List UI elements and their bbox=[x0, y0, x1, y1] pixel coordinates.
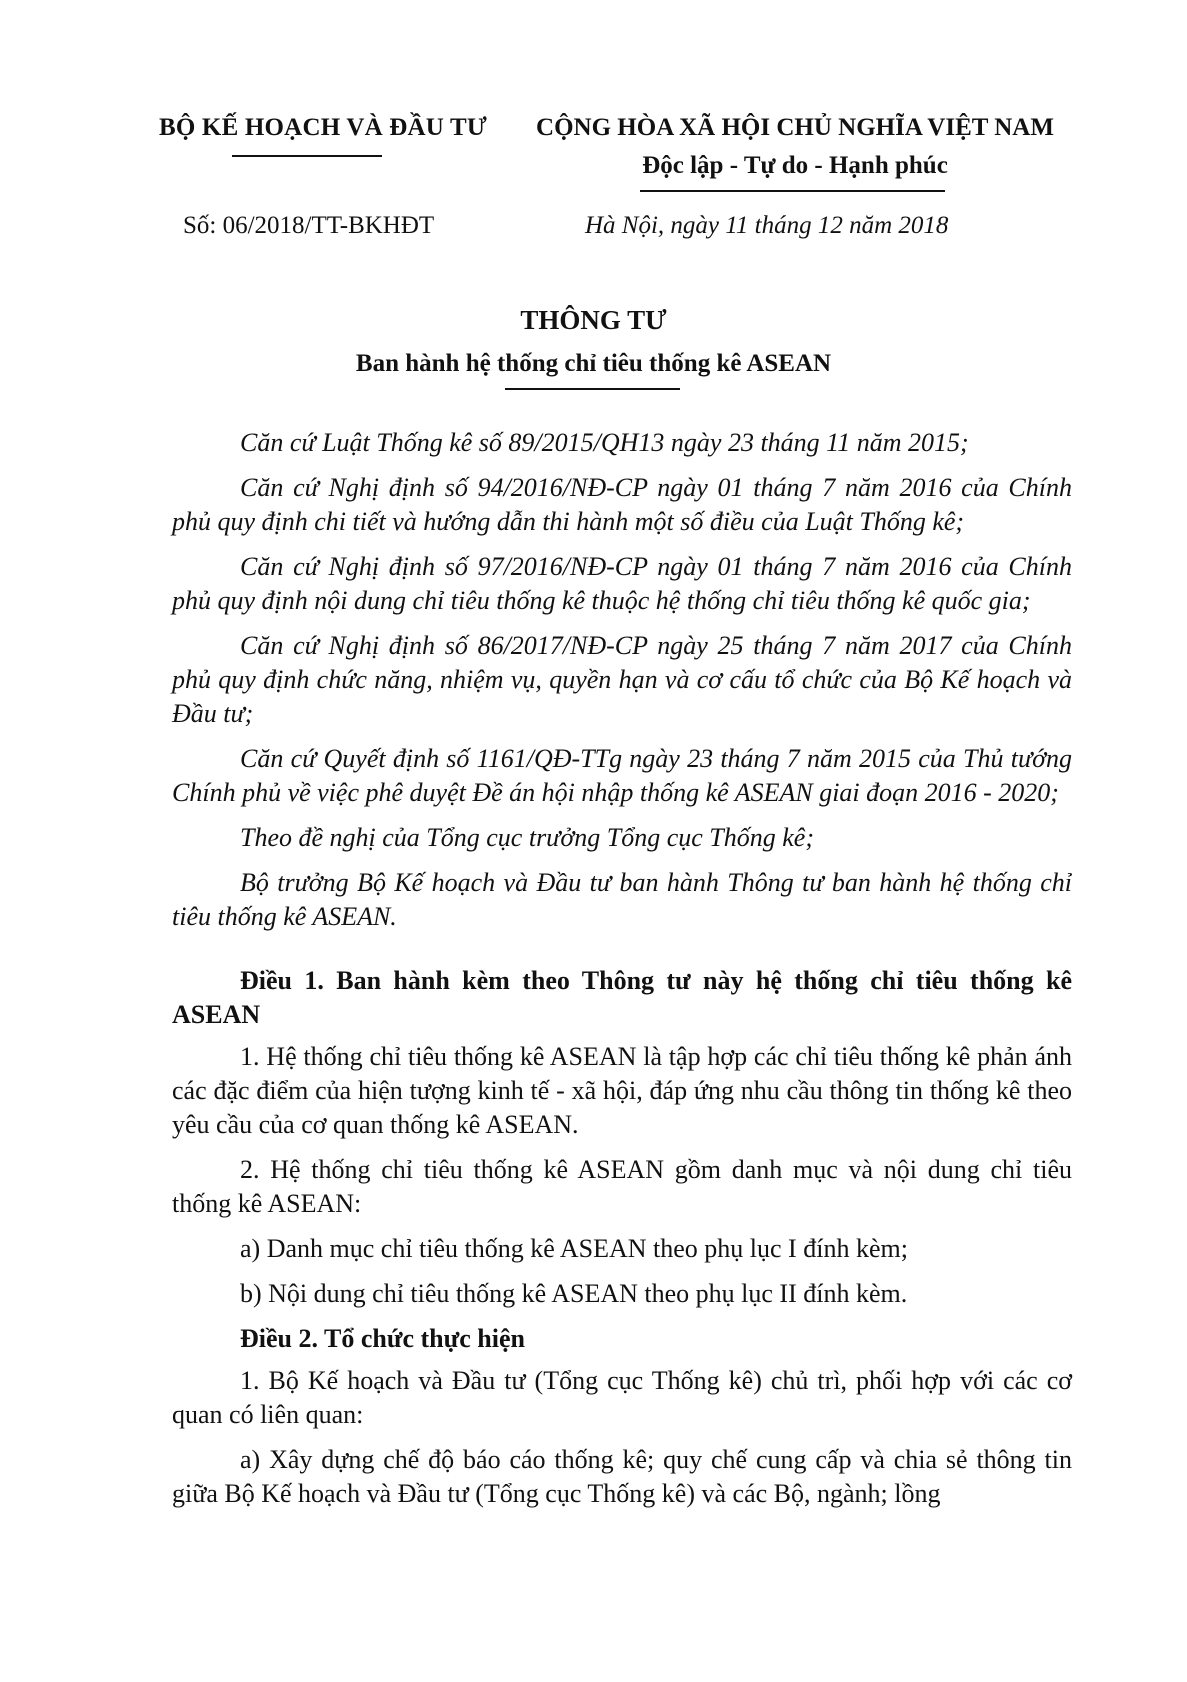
basis-paragraph: Căn cứ Nghị định số 86/2017/NĐ-CP ngày 25 tháng 7 năm 2017 của Chính phủ quy định chức năng, nhiệm vụ, quyền hạn và cơ cấu tổ chức của Bộ Kế hoạch và Đầu tư; bbox=[172, 631, 1072, 728]
article-1-clause: 1. Hệ thống chỉ tiêu thống kê ASEAN là tập hợp các chỉ tiêu thống kê phản ánh các đặc điểm của hiện tượng kinh tế - xã hội, đáp ứng nhu cầu thông tin thống kê theo yêu cầu của cơ quan thống kê ASEAN. bbox=[172, 1042, 1072, 1139]
national-motto: Độc lập - Tự do - Hạnh phúc bbox=[642, 152, 948, 179]
document-number: Số: 06/2018/TT-BKHĐT bbox=[183, 212, 435, 239]
article-2-heading: Điều 2. Tổ chức thực hiện bbox=[240, 1324, 525, 1353]
legal-basis bbox=[172, 426, 1072, 934]
basis-paragraph: Căn cứ Luật Thống kê số 89/2015/QH13 ngày 23 tháng 11 năm 2015; bbox=[240, 428, 969, 457]
document-body bbox=[172, 426, 1072, 1522]
article-1-clause: b) Nội dung chỉ tiêu thống kê ASEAN theo phụ lục II đính kèm. bbox=[240, 1279, 908, 1308]
ministry-name: BỘ KẾ HOẠCH VÀ ĐẦU TƯ bbox=[158, 114, 488, 141]
place-and-date: Hà Nội, ngày 11 tháng 12 năm 2018 bbox=[585, 212, 949, 239]
article-2-clause: a) Xây dựng chế độ báo cáo thống kê; quy chế cung cấp và chia sẻ thông tin giữa Bộ Kế hoạch và Đầu tư (Tổng cục Thống kê) và các Bộ, ngành; lồng bbox=[172, 1445, 1072, 1508]
motto-underline bbox=[640, 190, 945, 192]
basis-paragraph: Căn cứ Quyết định số 1161/QĐ-TTg ngày 23 tháng 7 năm 2015 của Thủ tướng Chính phủ về việc phê duyệt Đề án hội nhập thống kê ASEAN giai đoạn 2016 - 2020; bbox=[172, 744, 1072, 807]
basis-paragraph: Theo đề nghị của Tổng cục trưởng Tổng cục Thống kê; bbox=[240, 823, 814, 852]
title-underline bbox=[505, 388, 680, 390]
article-1-heading: Điều 1. Ban hành kèm theo Thông tư này hệ thống chỉ tiêu thống kê ASEAN bbox=[172, 966, 1072, 1029]
basis-paragraph: Bộ trưởng Bộ Kế hoạch và Đầu tư ban hành Thông tư ban hành hệ thống chỉ tiêu thống kê ASEAN. bbox=[172, 868, 1072, 931]
article-2-clause: 1. Bộ Kế hoạch và Đầu tư (Tổng cục Thống kê) chủ trì, phối hợp với các cơ quan có liên quan: bbox=[172, 1366, 1072, 1429]
article-1-clause: a) Danh mục chỉ tiêu thống kê ASEAN theo phụ lục I đính kèm; bbox=[240, 1234, 908, 1263]
republic-name: CỘNG HÒA XÃ HỘI CHỦ NGHĨA VIỆT NAM bbox=[536, 114, 1054, 141]
document-title: Ban hành hệ thống chỉ tiêu thống kê ASEAN bbox=[355, 350, 832, 377]
ministry-underline bbox=[232, 155, 382, 157]
basis-paragraph: Căn cứ Nghị định số 97/2016/NĐ-CP ngày 01 tháng 7 năm 2016 của Chính phủ quy định nội dung chỉ tiêu thống kê thuộc hệ thống chỉ tiêu thống kê quốc gia; bbox=[172, 552, 1072, 615]
article-1-clause: 2. Hệ thống chỉ tiêu thống kê ASEAN gồm danh mục và nội dung chỉ tiêu thống kê ASEAN: bbox=[172, 1155, 1072, 1218]
document-type: THÔNG TƯ bbox=[520, 305, 667, 335]
basis-paragraph: Căn cứ Nghị định số 94/2016/NĐ-CP ngày 01 tháng 7 năm 2016 của Chính phủ quy định chi tiết và hướng dẫn thi hành một số điều của Luật Thống kê; bbox=[172, 473, 1072, 536]
